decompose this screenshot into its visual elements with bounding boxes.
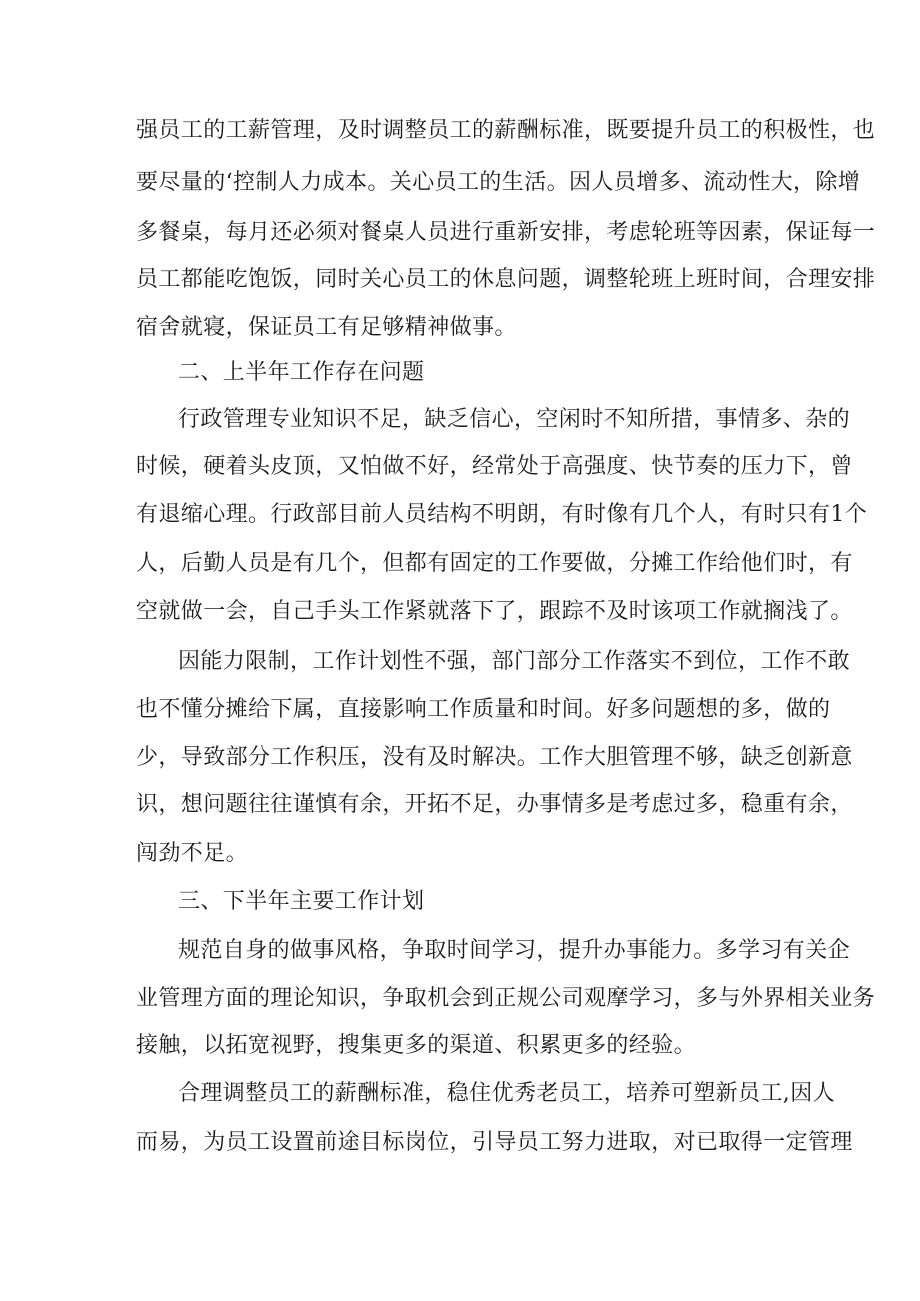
body-text-line: 宿舍就寝，保证员工有足够精神做事。 xyxy=(136,315,517,340)
body-text-line: 识，想问题往往谨慎有余，开拓不足，办事情多是考虑过多，稳重有余， xyxy=(136,792,853,817)
body-text-line: 空就做一会，自己手头工作紧就落下了，跟踪不及时该项工作就搁浅了。 xyxy=(136,599,853,624)
body-text-line: 也不懂分摊给下属，直接影响工作质量和时间。好多问题想的多，做的 xyxy=(136,697,831,722)
body-text-line: 接触，以拓宽视野，搜集更多的渠道、积累更多的经验。 xyxy=(136,1033,697,1058)
body-text-line: 合理调整员工的薪酬标准，稳住优秀老员工，培养可塑新员工,因人 xyxy=(178,1081,835,1106)
section-heading: 三、下半年主要工作计划 xyxy=(178,889,425,914)
body-text-line: 业管理方面的理论知识，争取机会到正规公司观摩学习，多与外界相关业务 xyxy=(136,986,876,1011)
body-text-line: 人，后勤人员是有几个，但都有固定的工作要做，分摊工作给他们时，有 xyxy=(136,551,853,576)
body-text-line: 有退缩心理。行政部目前人员结构不明朗，有时像有几个人，有时只有1个 xyxy=(136,502,868,527)
body-text-line: 时候，硬着头皮顶，又怕做不好，经常处于高强度、快节奏的压力下，曾 xyxy=(136,454,853,479)
body-text-line: 员工都能吃饱饭，同时关心员工的休息问题，调整轮班上班时间，合理安排 xyxy=(136,267,876,292)
body-text-line: 多餐桌，每月还必须对餐桌人员进行重新安排，考虑轮班等因素，保证每一 xyxy=(136,220,876,245)
body-text-line: 而易，为员工设置前途目标岗位，引导员工努力进取，对已取得一定管理 xyxy=(136,1130,853,1155)
body-text-line: 强员工的工薪管理，及时调整员工的薪酬标准，既要提升员工的积极性，也 xyxy=(136,118,876,143)
body-text-line: 要尽量的‘控制人力成本。关心员工的生活。因人员增多、流动性大，除增 xyxy=(136,170,861,195)
body-text-line: 规范自身的做事风格，争取时间学习，提升办事能力。多学习有关企 xyxy=(178,938,851,963)
body-text-line: 行政管理专业知识不足，缺乏信心，空闲时不知所措，事情多、杂的 xyxy=(178,407,851,432)
body-text-line: 闯劲不足。 xyxy=(136,841,249,866)
body-text-line: 少，导致部分工作积压，没有及时解决。工作大胆管理不够，缺乏创新意 xyxy=(136,745,853,770)
body-text-line: 因能力限制，工作计划性不强，部门部分工作落实不到位，工作不敢 xyxy=(178,649,851,674)
section-heading: 二、上半年工作存在问题 xyxy=(178,360,425,385)
